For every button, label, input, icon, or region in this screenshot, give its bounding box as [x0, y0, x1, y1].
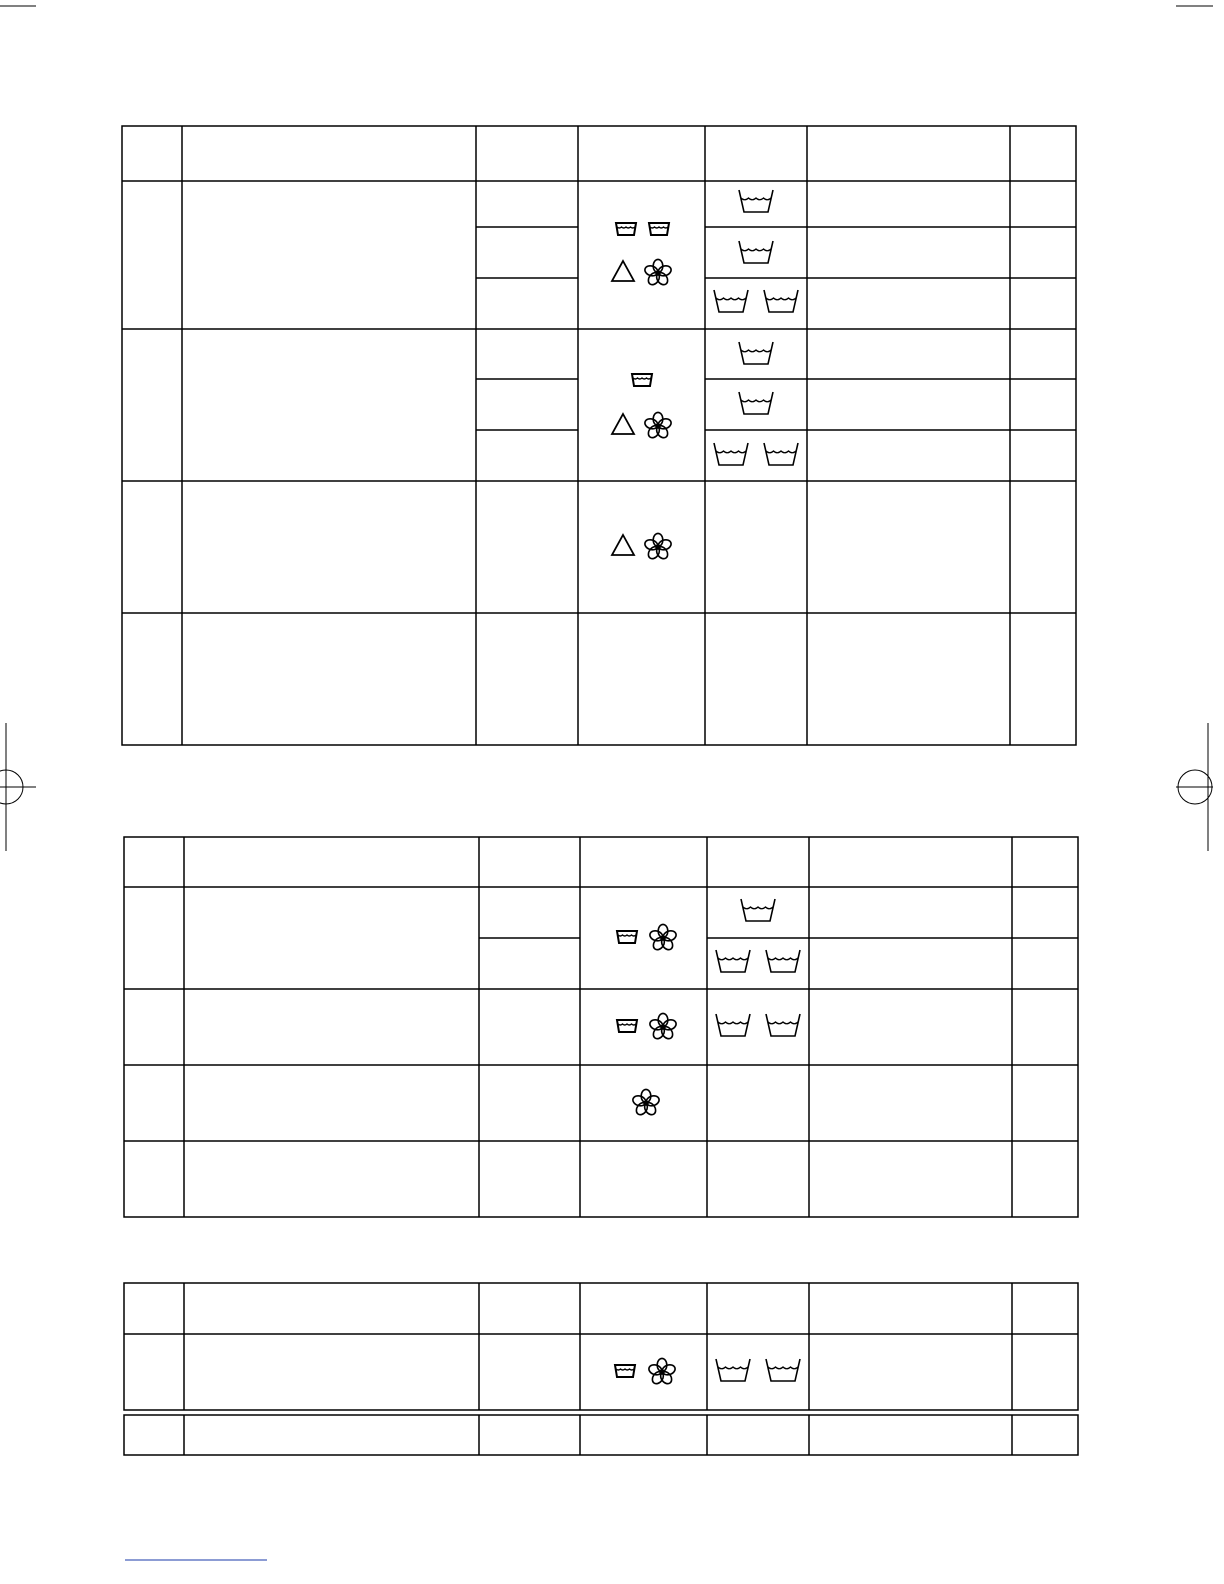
flower-icon	[649, 1013, 678, 1040]
flower-icon	[632, 1089, 661, 1116]
wash-tub-wavy-icon	[739, 241, 773, 263]
wash-tub-icon	[615, 1365, 635, 1377]
flower-icon	[644, 533, 673, 560]
table-1-column-lines	[182, 126, 1010, 745]
table-4-column-lines	[184, 1415, 1012, 1455]
wash-tub-wavy-icon	[766, 1359, 800, 1381]
wash-tub-wavy-icon	[716, 950, 750, 972]
table-2-border	[124, 837, 1078, 1217]
flower-icon	[644, 259, 673, 286]
table-3	[124, 1283, 1078, 1410]
flower-icon	[644, 412, 673, 439]
wash-tub-wavy-icon	[714, 443, 748, 465]
table-2	[124, 837, 1078, 1217]
wash-tub-wavy-icon	[739, 342, 773, 364]
table-2-symbols	[617, 899, 800, 1117]
table-1-row-lines	[122, 181, 1076, 613]
wash-tub-icon	[617, 1020, 637, 1032]
wash-tub-wavy-icon	[739, 190, 773, 212]
wash-tub-wavy-icon	[716, 1359, 750, 1381]
table-4-border	[124, 1415, 1078, 1455]
wash-tub-icon	[649, 223, 669, 235]
wash-tub-icon	[617, 931, 637, 943]
flower-icon	[648, 1358, 677, 1385]
table-3-column-lines	[184, 1283, 1012, 1410]
wash-tub-wavy-icon	[714, 290, 748, 312]
wash-tub-wavy-icon	[716, 1014, 750, 1036]
wash-tub-wavy-icon	[741, 899, 775, 921]
table-3-border	[124, 1283, 1078, 1410]
table-1-border	[122, 126, 1076, 745]
wash-tub-icon	[616, 223, 636, 235]
wash-tub-wavy-icon	[764, 290, 798, 312]
bleach-triangle-icon	[612, 261, 634, 281]
wash-tub-icon	[632, 374, 652, 386]
wash-tub-wavy-icon	[764, 443, 798, 465]
bleach-triangle-icon	[612, 414, 634, 434]
wash-tub-wavy-icon	[766, 950, 800, 972]
table-1	[122, 126, 1076, 745]
bleach-triangle-icon	[612, 535, 634, 555]
table-4	[124, 1415, 1078, 1455]
table-2-column-lines	[184, 837, 1012, 1217]
wash-tub-wavy-icon	[766, 1014, 800, 1036]
table-2-row-lines	[124, 887, 1078, 1141]
wash-tub-wavy-icon	[739, 392, 773, 414]
flower-icon	[649, 924, 678, 951]
